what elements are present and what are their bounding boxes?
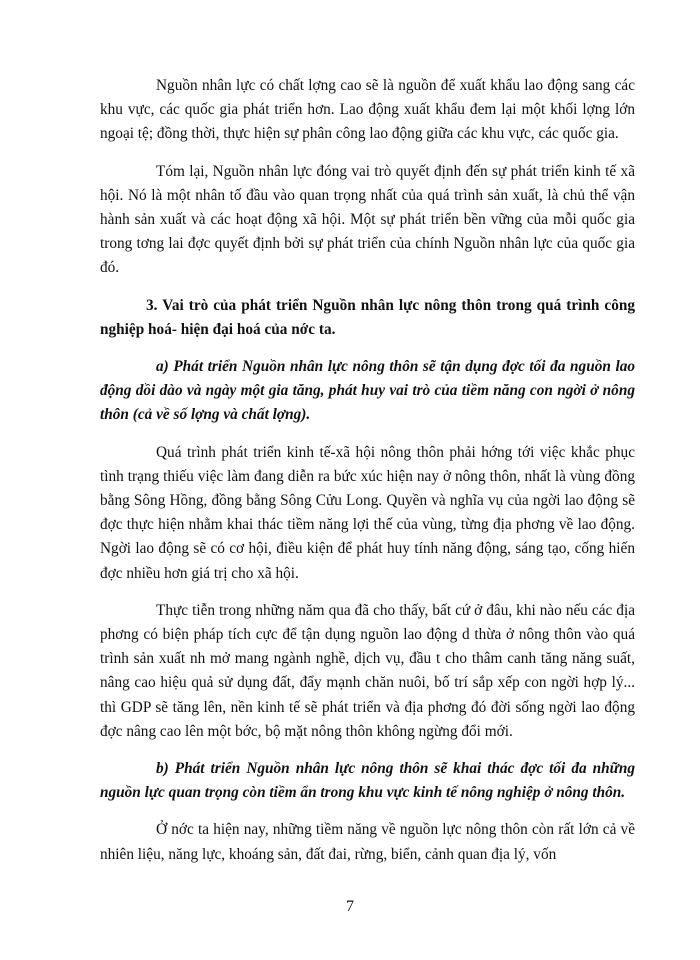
subheading-b: b) Phát triển Nguồn nhân lực nông thôn sẽ khai thác đợc tối đa những nguồn lực quan trọng còn tiềm ẩn trong khu vực kinh tế nông nghiệp ở nông thôn. <box>100 760 635 802</box>
paragraph-rural-potential: Ở nớc ta hiện nay, những tiềm năng về nguồn lực nông thôn còn rất lớn cả về nhiên liệu, năng lực, khoáng sản, đất đai, rừng, biển, cảnh quan địa lý, vốn <box>100 821 635 863</box>
section-heading-3: 3. Vai trò của phát triển Nguồn nhân lực nông thôn trong quá trình công nghiệp hoá- hiện đại hoá của nớc ta. <box>100 296 635 338</box>
paragraph-rural-employment: Quá trình phát triển kinh tế-xã hội nông thôn phải hớng tới việc khắc phục tình trạng thiếu việc làm đang diễn ra bức xúc hiện nay ở nông thôn, nhất là vùng đồng bằng Sông Hồng, đồng bằng Sông Cửu Long. Quyền và nghĩa vụ của ngời lao động sẽ đợc thực hiện nhằm khai thác tiềm năng lợi thế của vùng, từng địa phơng về lao động. Ngời lao động sẽ có cơ hội, điều kiện để phát huy tính năng động, sáng tạo, cống hiến đợc nhiều hơn giá trị cho xã hội. <box>100 443 635 582</box>
subheading-a: a) Phát triển Nguồn nhân lực nông thôn sẽ tận dụng đợc tối đa nguồn lao động dồi dào và ngày một gia tăng, phát huy vai trò của tiềm năng con ngời ở nông thôn (cả về số lợng và chất lợng). <box>100 358 635 424</box>
paragraph-export-labor: Nguồn nhân lực có chất lợng cao sẽ là nguồn để xuất khẩu lao động sang các khu vực, các quốc gia phát triển hơn. Lao động xuất khẩu đem lại một khối lợng lớn ngoại tệ; đồng thời, thực hiện sự phân công lao động giữa các khu vực, các quốc gia. <box>100 77 635 143</box>
paragraph-summary: Tóm lại, Nguồn nhân lực đóng vai trò quyết định đến sự phát triển kinh tế xã hội. Nó là một nhân tố đầu vào quan trọng nhất của quá trình sản xuất, là chủ thể vận hành sản xuất và các hoạt động xã hội. Một sự phát triển bền vững của mỗi quốc gia trong tơng lai đợc quyết định bởi sự phát triển của chính Nguồn nhân lực của quốc gia đó. <box>100 162 635 277</box>
paragraph-practice: Thực tiễn trong những năm qua đã cho thấy, bất cứ ở đâu, khi nào nếu các địa phơng có biện pháp tích cực để tận dụng nguồn lao động d thừa ở nông thôn vào quá trình sản xuất nh mở mang ngành nghề, dịch vụ, đầu t cho thâm canh tăng năng suất, nâng cao hiệu quả sử dụng đất, đẩy mạnh chăn nuôi, bố trí sắp xếp con ngời hợp lý... thì GDP sẽ tăng lên, nền kinh tế sẽ phát triển và địa phơng đó đời sống ngời lao động đợc nâng cao lên một bớc, bộ mặt nông thôn không ngừng đổi mới. <box>100 601 635 740</box>
document-page <box>100 74 635 880</box>
page-number: 7 <box>346 898 354 915</box>
